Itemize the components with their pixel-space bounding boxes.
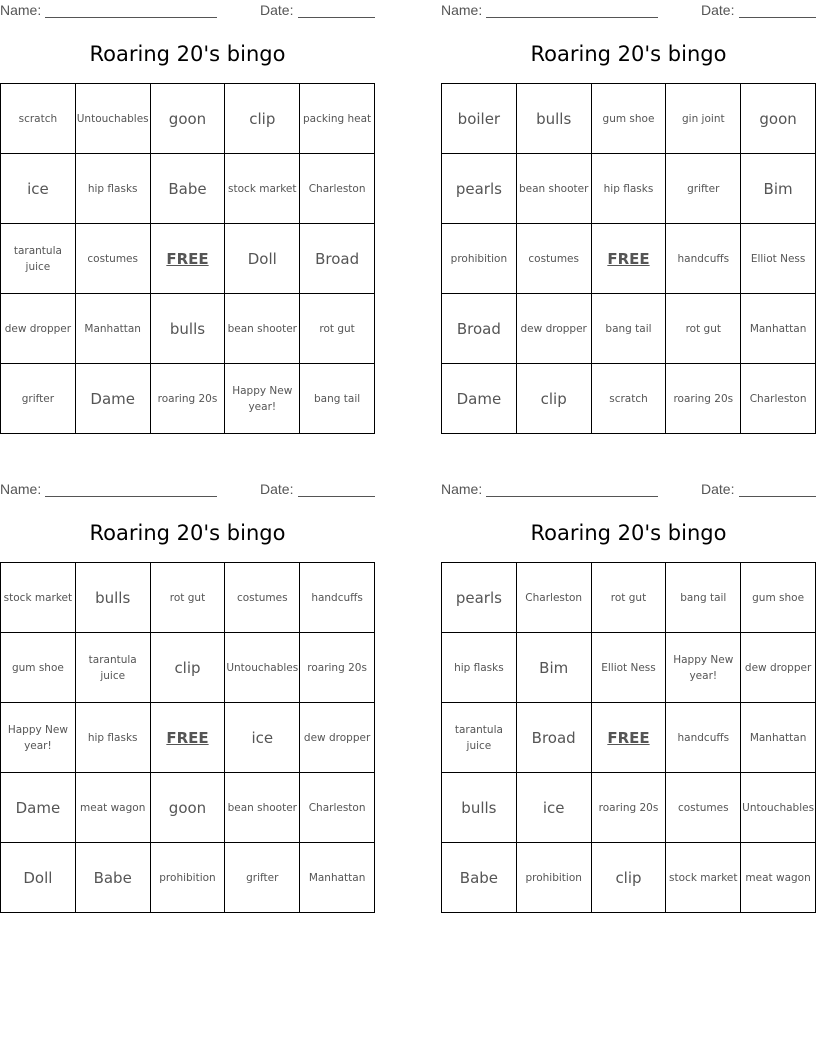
name-label: Name: xyxy=(0,481,42,497)
bingo-cell: Charleston xyxy=(741,364,816,434)
bingo-cell: Bim xyxy=(517,633,592,703)
bingo-cell: Untouchables xyxy=(225,633,300,703)
bingo-cell: Bim xyxy=(741,154,816,224)
card-title: Roaring 20's bingo xyxy=(530,521,727,545)
bingo-cell: bulls xyxy=(76,563,151,633)
bingo-cell: gin joint xyxy=(666,84,741,154)
bingo-cell: dew dropper xyxy=(517,294,592,364)
bingo-cell: Happy New year! xyxy=(1,703,76,773)
bingo-grid xyxy=(0,562,375,913)
bingo-cell: prohibition xyxy=(517,843,592,913)
bingo-cell: Dame xyxy=(76,364,151,434)
bingo-cell: ice xyxy=(517,773,592,843)
bingo-cell: bulls xyxy=(442,773,517,843)
name-line xyxy=(45,496,217,497)
bingo-cell: bulls xyxy=(517,84,592,154)
date-line xyxy=(739,496,816,497)
bingo-cell: clip xyxy=(517,364,592,434)
bingo-cell: Doll xyxy=(225,224,300,294)
bingo-cell: Happy New year! xyxy=(225,364,300,434)
bingo-cell: rot gut xyxy=(666,294,741,364)
bingo-cell: stock market xyxy=(666,843,741,913)
bingo-cell: goon xyxy=(151,84,226,154)
free-space-cell: FREE xyxy=(151,224,226,294)
bingo-cell: costumes xyxy=(76,224,151,294)
bingo-cell: boiler xyxy=(442,84,517,154)
name-date-row xyxy=(0,479,375,501)
bingo-cell: gum shoe xyxy=(592,84,667,154)
free-space-cell: FREE xyxy=(151,703,226,773)
bingo-cell: Charleston xyxy=(300,154,375,224)
bingo-cell: bulls xyxy=(151,294,226,364)
bingo-cell: Doll xyxy=(1,843,76,913)
bingo-cell: rot gut xyxy=(592,563,667,633)
bingo-cell: hip flasks xyxy=(442,633,517,703)
date-line xyxy=(739,17,816,18)
bingo-cell: hip flasks xyxy=(76,703,151,773)
bingo-cell: handcuffs xyxy=(666,703,741,773)
bingo-cell: ice xyxy=(1,154,76,224)
bingo-cell: prohibition xyxy=(151,843,226,913)
bingo-grid xyxy=(0,83,375,434)
bingo-cell: bang tail xyxy=(666,563,741,633)
bingo-cell: pearls xyxy=(442,154,517,224)
bingo-cell: dew dropper xyxy=(1,294,76,364)
card-title: Roaring 20's bingo xyxy=(530,42,727,66)
bingo-cell: Dame xyxy=(1,773,76,843)
bingo-cell: Broad xyxy=(517,703,592,773)
bingo-cell: Broad xyxy=(300,224,375,294)
bingo-cell: Babe xyxy=(76,843,151,913)
bingo-cell: handcuffs xyxy=(666,224,741,294)
bingo-cell: bean shooter xyxy=(225,773,300,843)
date-label: Date: xyxy=(701,481,735,497)
bingo-card-1 xyxy=(0,0,375,413)
bingo-cell: Happy New year! xyxy=(666,633,741,703)
bingo-cell: tarantula juice xyxy=(1,224,76,294)
date-label: Date: xyxy=(701,2,735,18)
bingo-cell: Elliot Ness xyxy=(741,224,816,294)
bingo-cell: costumes xyxy=(517,224,592,294)
bingo-cell: dew dropper xyxy=(741,633,816,703)
bingo-card-4 xyxy=(441,479,816,887)
bingo-cell: gum shoe xyxy=(741,563,816,633)
bingo-cell: Manhattan xyxy=(741,294,816,364)
name-line xyxy=(45,17,217,18)
bingo-cell: clip xyxy=(592,843,667,913)
name-date-row xyxy=(0,0,375,22)
bingo-cell: handcuffs xyxy=(300,563,375,633)
bingo-grid xyxy=(441,83,816,434)
bingo-cell: bang tail xyxy=(592,294,667,364)
bingo-cell: Dame xyxy=(442,364,517,434)
free-space-cell: FREE xyxy=(592,224,667,294)
bingo-cell: costumes xyxy=(225,563,300,633)
bingo-cell: dew dropper xyxy=(300,703,375,773)
date-line xyxy=(298,17,375,18)
bingo-cell: stock market xyxy=(225,154,300,224)
bingo-cell: meat wagon xyxy=(76,773,151,843)
card-title: Roaring 20's bingo xyxy=(89,42,286,66)
date-label: Date: xyxy=(260,481,294,497)
bingo-cell: rot gut xyxy=(151,563,226,633)
bingo-cell: clip xyxy=(225,84,300,154)
bingo-cell: grifter xyxy=(666,154,741,224)
bingo-cell: Babe xyxy=(151,154,226,224)
bingo-cell: pearls xyxy=(442,563,517,633)
bingo-grid xyxy=(441,562,816,913)
bingo-cell: bean shooter xyxy=(225,294,300,364)
bingo-cell: meat wagon xyxy=(741,843,816,913)
bingo-card-2 xyxy=(441,0,816,408)
bingo-cell: goon xyxy=(741,84,816,154)
bingo-cell: roaring 20s xyxy=(300,633,375,703)
bingo-cell: Elliot Ness xyxy=(592,633,667,703)
bingo-cell: Charleston xyxy=(517,563,592,633)
bingo-cell: Manhattan xyxy=(741,703,816,773)
bingo-cell: goon xyxy=(151,773,226,843)
name-line xyxy=(486,496,658,497)
bingo-cell: Manhattan xyxy=(76,294,151,364)
bingo-cell: costumes xyxy=(666,773,741,843)
bingo-cell: grifter xyxy=(1,364,76,434)
bingo-cell: scratch xyxy=(592,364,667,434)
bingo-cell: tarantula juice xyxy=(76,633,151,703)
free-space-cell: FREE xyxy=(592,703,667,773)
bingo-cell: stock market xyxy=(1,563,76,633)
name-date-row xyxy=(441,0,816,22)
name-label: Name: xyxy=(441,2,483,18)
bingo-cell: Babe xyxy=(442,843,517,913)
card-title: Roaring 20's bingo xyxy=(89,521,286,545)
name-label: Name: xyxy=(441,481,483,497)
bingo-cell: bean shooter xyxy=(517,154,592,224)
bingo-cell: Broad xyxy=(442,294,517,364)
bingo-cell: rot gut xyxy=(300,294,375,364)
bingo-cell: gum shoe xyxy=(1,633,76,703)
bingo-cell: packing heat xyxy=(300,84,375,154)
bingo-cell: bang tail xyxy=(300,364,375,434)
name-line xyxy=(486,17,658,18)
name-date-row xyxy=(441,479,816,501)
bingo-cell: ice xyxy=(225,703,300,773)
bingo-cell: tarantula juice xyxy=(442,703,517,773)
bingo-cell: hip flasks xyxy=(76,154,151,224)
bingo-cell: clip xyxy=(151,633,226,703)
name-label: Name: xyxy=(0,2,42,18)
bingo-cell: roaring 20s xyxy=(666,364,741,434)
bingo-cell: prohibition xyxy=(442,224,517,294)
bingo-cell: scratch xyxy=(1,84,76,154)
bingo-cell: hip flasks xyxy=(592,154,667,224)
bingo-cell: roaring 20s xyxy=(592,773,667,843)
bingo-cell: Untouchables xyxy=(76,84,151,154)
bingo-cell: roaring 20s xyxy=(151,364,226,434)
date-label: Date: xyxy=(260,2,294,18)
date-line xyxy=(298,496,375,497)
bingo-cell: Untouchables xyxy=(741,773,816,843)
bingo-cell: Charleston xyxy=(300,773,375,843)
bingo-card-3 xyxy=(0,479,375,887)
bingo-cell: Manhattan xyxy=(300,843,375,913)
bingo-cell: grifter xyxy=(225,843,300,913)
